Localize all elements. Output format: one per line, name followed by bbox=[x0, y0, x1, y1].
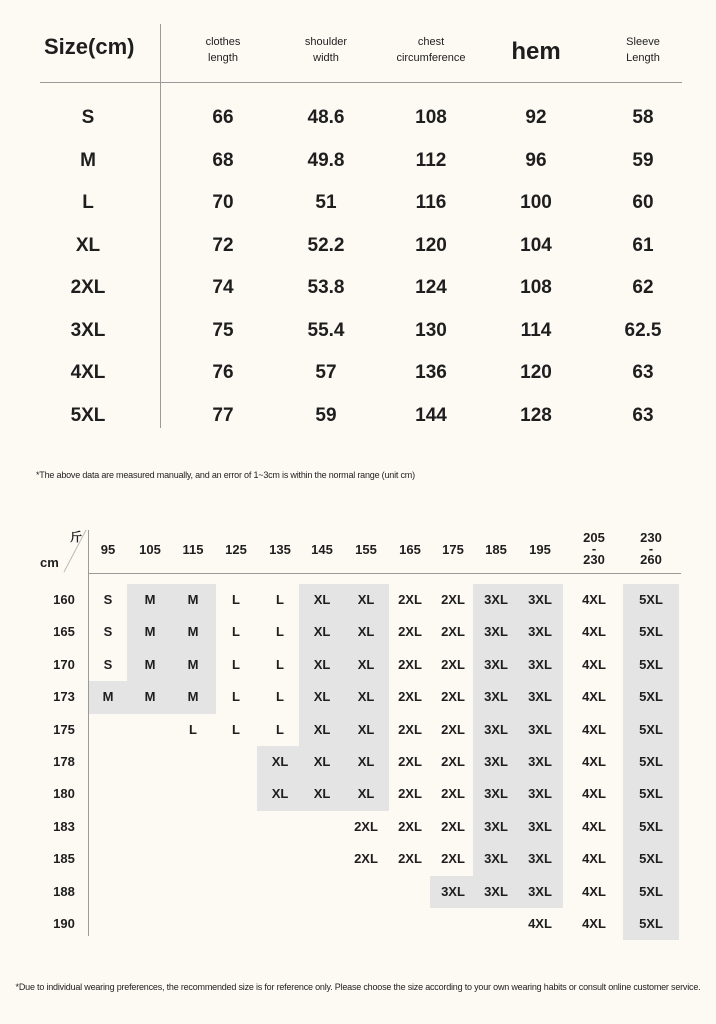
height-label: 160 bbox=[53, 592, 75, 607]
recommended-size-cell: 3XL bbox=[528, 689, 552, 705]
size-table-cell: 144 bbox=[415, 404, 447, 426]
recommended-size-cell: L bbox=[276, 624, 284, 640]
recommended-size-cell: L bbox=[232, 656, 240, 672]
weight-header: 135 bbox=[269, 542, 291, 557]
recommended-size-cell: XL bbox=[357, 721, 375, 737]
size-table-cell: 112 bbox=[415, 149, 447, 171]
height-label: 178 bbox=[53, 754, 75, 769]
recommended-size-cell: 2XL bbox=[354, 851, 378, 867]
recommended-size-cell: 4XL bbox=[582, 786, 606, 802]
height-unit-label: cm bbox=[40, 555, 59, 570]
size-table-cell: 120 bbox=[520, 362, 552, 383]
weight-header: 145 bbox=[311, 542, 333, 557]
recommended-size-cell: 5XL bbox=[639, 786, 663, 802]
weight-header: 155 bbox=[355, 542, 377, 557]
recommended-size-cell: L bbox=[276, 656, 284, 672]
size-table-cell: 48.6 bbox=[307, 107, 345, 128]
weight-header: 205 - 230 bbox=[583, 530, 605, 567]
recommended-size-cell: 3XL bbox=[528, 851, 552, 867]
size-table-cell: 130 bbox=[415, 319, 447, 341]
recommended-size-cell: 4XL bbox=[582, 721, 606, 737]
size-table-column-header: chest circumference bbox=[396, 36, 466, 64]
size-table-cell: 114 bbox=[520, 319, 552, 341]
recommended-size-cell: 3XL bbox=[528, 624, 552, 640]
recommended-size-cell: XL bbox=[357, 754, 375, 769]
recommended-size-cell: 2XL bbox=[398, 624, 422, 640]
recommended-size-cell: 4XL bbox=[582, 916, 606, 931]
recommended-size-cell: XL bbox=[357, 624, 375, 640]
size-table-cell: 63 bbox=[632, 404, 654, 426]
recommended-size-cell: 3XL bbox=[528, 818, 552, 834]
recommended-size-cell: XL bbox=[271, 786, 289, 802]
size-table-cell: 108 bbox=[415, 107, 447, 128]
weight-header: 95 bbox=[100, 542, 116, 557]
recommended-size-cell: 5XL bbox=[639, 883, 663, 899]
recommended-size-cell: 2XL bbox=[441, 754, 465, 769]
size-table-cell: 68 bbox=[212, 149, 234, 171]
recommended-size-cell: 3XL bbox=[484, 754, 508, 769]
size-label: 2XL bbox=[70, 277, 106, 298]
recommended-size-cell: 4XL bbox=[582, 689, 606, 705]
recommended-size-cell: 4XL bbox=[528, 916, 552, 931]
recommended-size-cell: S bbox=[103, 656, 113, 672]
size-table-cell: 55.4 bbox=[307, 319, 345, 341]
recommended-size-cell: 2XL bbox=[398, 721, 422, 737]
recommended-size-cell: 3XL bbox=[484, 624, 508, 640]
recommended-size-cell: 2XL bbox=[441, 721, 465, 737]
weight-header: 185 bbox=[485, 542, 507, 557]
recommended-size-cell: 3XL bbox=[528, 592, 552, 607]
size-table-column-header: hem bbox=[511, 38, 561, 65]
recommended-size-cell: 5XL bbox=[639, 851, 663, 867]
recommended-size-cell: M bbox=[187, 624, 199, 640]
size-table-cell: 59 bbox=[632, 149, 654, 171]
weight-unit-label: 斤 bbox=[70, 530, 83, 544]
recommended-size-cell: 4XL bbox=[582, 592, 606, 607]
size-table-cell: 61 bbox=[632, 234, 654, 256]
recommended-size-cell: 2XL bbox=[441, 592, 465, 607]
height-label: 180 bbox=[53, 786, 75, 802]
recommended-size-cell: 5XL bbox=[639, 818, 663, 834]
grid-header-divider bbox=[89, 573, 681, 574]
recommended-size-cell: XL bbox=[357, 689, 375, 705]
recommended-size-cell: 2XL bbox=[354, 818, 378, 834]
size-table-cell: 77 bbox=[212, 404, 234, 426]
size-table-cell: 74 bbox=[212, 277, 234, 298]
measurement-note: *The above data are measured manually, and an error of 1~3cm is within the normal range (unit cm) bbox=[36, 470, 415, 480]
recommended-size-cell: XL bbox=[313, 689, 331, 705]
weight-header: 165 bbox=[399, 542, 421, 557]
recommended-size-cell: XL bbox=[313, 592, 331, 607]
height-label: 188 bbox=[53, 883, 75, 899]
recommended-size-cell: 2XL bbox=[398, 689, 422, 705]
size-table-cell: 96 bbox=[525, 149, 547, 171]
size-table-title: Size(cm) bbox=[44, 34, 135, 59]
recommended-size-cell: 2XL bbox=[398, 656, 422, 672]
recommended-size-cell: L bbox=[232, 592, 240, 607]
size-table-cell: 52.2 bbox=[307, 234, 345, 256]
recommended-size-cell: 3XL bbox=[528, 883, 552, 899]
size-table-cell: 51 bbox=[315, 192, 337, 213]
weight-header: 125 bbox=[225, 542, 247, 557]
size-table-cell: 108 bbox=[520, 277, 552, 298]
recommended-size-cell: 4XL bbox=[582, 883, 606, 899]
size-table-cell: 60 bbox=[632, 192, 654, 213]
recommended-size-cell: M bbox=[144, 592, 156, 607]
recommended-size-cell: L bbox=[232, 689, 240, 705]
size-label: 5XL bbox=[70, 404, 106, 426]
recommended-size-cell: M bbox=[144, 624, 156, 640]
recommended-size-cell: 3XL bbox=[484, 851, 508, 867]
size-table-header-divider bbox=[40, 82, 682, 83]
recommended-size-cell: XL bbox=[271, 754, 289, 769]
recommended-size-cell: 2XL bbox=[441, 851, 465, 867]
recommended-size-cell: M bbox=[187, 656, 199, 672]
size-table-column-header: shoulder width bbox=[304, 36, 348, 64]
height-label: 183 bbox=[53, 818, 75, 834]
recommended-size-cell: 3XL bbox=[484, 721, 508, 737]
size-table-cell: 100 bbox=[520, 192, 552, 213]
recommended-size-cell: XL bbox=[313, 656, 331, 672]
size-table-cell: 49.8 bbox=[307, 149, 345, 171]
recommended-size-cell: XL bbox=[357, 786, 375, 802]
recommended-size-cell: 3XL bbox=[484, 592, 508, 607]
size-table-cell: 124 bbox=[415, 277, 447, 298]
size-table-cell: 120 bbox=[415, 234, 447, 256]
recommended-size-cell: 4XL bbox=[582, 656, 606, 672]
recommendation-note: *Due to individual wearing preferences, the recommended size is for reference only. Please choose the size according to your own wearing habits or consult online customer service. bbox=[15, 982, 701, 992]
recommended-size-cell: L bbox=[276, 592, 284, 607]
size-label: 4XL bbox=[70, 362, 106, 383]
size-table-cell: 58 bbox=[632, 107, 654, 128]
size-table-column-header: clothes length bbox=[205, 36, 241, 64]
recommended-size-cell: 3XL bbox=[528, 786, 552, 802]
recommended-size-cell: M bbox=[187, 689, 199, 705]
weight-header: 105 bbox=[139, 542, 161, 557]
weight-header: 175 bbox=[442, 542, 464, 557]
size-table-cell: 59 bbox=[315, 404, 337, 426]
recommended-size-cell: L bbox=[232, 624, 240, 640]
recommended-size-cell: 3XL bbox=[484, 656, 508, 672]
recommended-size-cell: XL bbox=[357, 656, 375, 672]
recommended-size-cell: L bbox=[232, 721, 240, 737]
recommended-size-cell: 3XL bbox=[528, 721, 552, 737]
recommended-size-cell: L bbox=[276, 721, 284, 737]
recommended-size-cell: 4XL bbox=[582, 754, 606, 769]
recommended-size-cell: S bbox=[103, 624, 113, 640]
size-table-cell: 116 bbox=[415, 192, 447, 213]
size-table-cell: 136 bbox=[415, 362, 447, 383]
recommended-size-cell: M bbox=[144, 656, 156, 672]
recommended-size-cell: 2XL bbox=[398, 754, 422, 769]
recommended-size-cell: 5XL bbox=[639, 721, 663, 737]
recommended-size-cell: 5XL bbox=[639, 754, 663, 769]
size-label: M bbox=[80, 149, 96, 171]
height-label: 165 bbox=[53, 624, 75, 640]
recommended-size-cell: 5XL bbox=[639, 916, 663, 931]
recommended-size-cell: XL bbox=[313, 754, 331, 769]
recommended-size-cell: 2XL bbox=[441, 786, 465, 802]
recommended-size-cell: 2XL bbox=[441, 624, 465, 640]
recommended-size-cell: 2XL bbox=[441, 656, 465, 672]
recommended-size-cell: 3XL bbox=[484, 883, 508, 899]
recommended-size-cell: 2XL bbox=[441, 689, 465, 705]
weight-header: 115 bbox=[182, 542, 204, 557]
recommended-size-cell: 3XL bbox=[484, 818, 508, 834]
size-table-cell: 128 bbox=[520, 404, 552, 426]
size-table-cell: 66 bbox=[212, 107, 234, 128]
recommended-size-cell: XL bbox=[313, 624, 331, 640]
recommended-size-cell: XL bbox=[313, 786, 331, 802]
height-label: 185 bbox=[53, 851, 75, 867]
height-label: 175 bbox=[53, 721, 75, 737]
recommended-size-cell: 3XL bbox=[528, 656, 552, 672]
recommended-size-cell: 4XL bbox=[582, 624, 606, 640]
recommended-size-cell: 4XL bbox=[582, 818, 606, 834]
size-table-cell: 57 bbox=[315, 362, 337, 383]
height-label: 170 bbox=[53, 656, 75, 672]
recommended-size-cell: XL bbox=[313, 721, 331, 737]
recommended-size-cell: XL bbox=[357, 592, 375, 607]
size-table-cell: 62 bbox=[632, 277, 654, 298]
size-table-cell: 53.8 bbox=[307, 277, 345, 298]
recommended-size-cell: L bbox=[189, 721, 197, 737]
recommended-size-cell: S bbox=[103, 592, 113, 607]
recommended-size-cell: 3XL bbox=[484, 786, 508, 802]
recommended-size-cell: 5XL bbox=[639, 689, 663, 705]
recommended-size-cell: L bbox=[276, 689, 284, 705]
size-table-cell: 62.5 bbox=[624, 319, 662, 341]
size-table-cell: 72 bbox=[212, 234, 234, 256]
size-label: 3XL bbox=[70, 319, 106, 341]
recommended-size-cell: 5XL bbox=[639, 592, 663, 607]
recommended-size-cell: 5XL bbox=[639, 624, 663, 640]
recommended-size-cell: 3XL bbox=[528, 754, 552, 769]
weight-header: 195 bbox=[529, 542, 551, 557]
size-label: XL bbox=[75, 234, 101, 256]
size-label: S bbox=[81, 107, 95, 128]
height-label: 190 bbox=[53, 916, 75, 931]
recommended-size-cell: 2XL bbox=[398, 786, 422, 802]
recommended-size-cell: 3XL bbox=[441, 883, 465, 899]
size-table-cell: 104 bbox=[520, 234, 552, 256]
size-table-vertical-divider bbox=[160, 24, 161, 428]
size-table-cell: 75 bbox=[212, 319, 234, 341]
recommended-size-cell: M bbox=[102, 689, 114, 705]
recommended-size-cell: M bbox=[187, 592, 199, 607]
size-table-cell: 70 bbox=[212, 192, 234, 213]
size-table-column-header: Sleeve Length bbox=[626, 36, 660, 64]
recommended-size-cell: 2XL bbox=[398, 818, 422, 834]
size-table-cell: 63 bbox=[632, 362, 654, 383]
weight-header: 230 - 260 bbox=[640, 530, 662, 567]
size-table-cell: 92 bbox=[525, 107, 547, 128]
recommended-size-cell: 2XL bbox=[398, 592, 422, 607]
recommended-size-cell: 5XL bbox=[639, 656, 663, 672]
size-label: L bbox=[82, 192, 94, 213]
height-label: 173 bbox=[53, 689, 75, 705]
recommended-size-cell: 2XL bbox=[398, 851, 422, 867]
recommended-size-cell: 4XL bbox=[582, 851, 606, 867]
recommended-size-cell: 3XL bbox=[484, 689, 508, 705]
size-table-cell: 76 bbox=[212, 362, 234, 383]
recommended-size-cell: 2XL bbox=[441, 818, 465, 834]
recommended-size-cell: M bbox=[144, 689, 156, 705]
